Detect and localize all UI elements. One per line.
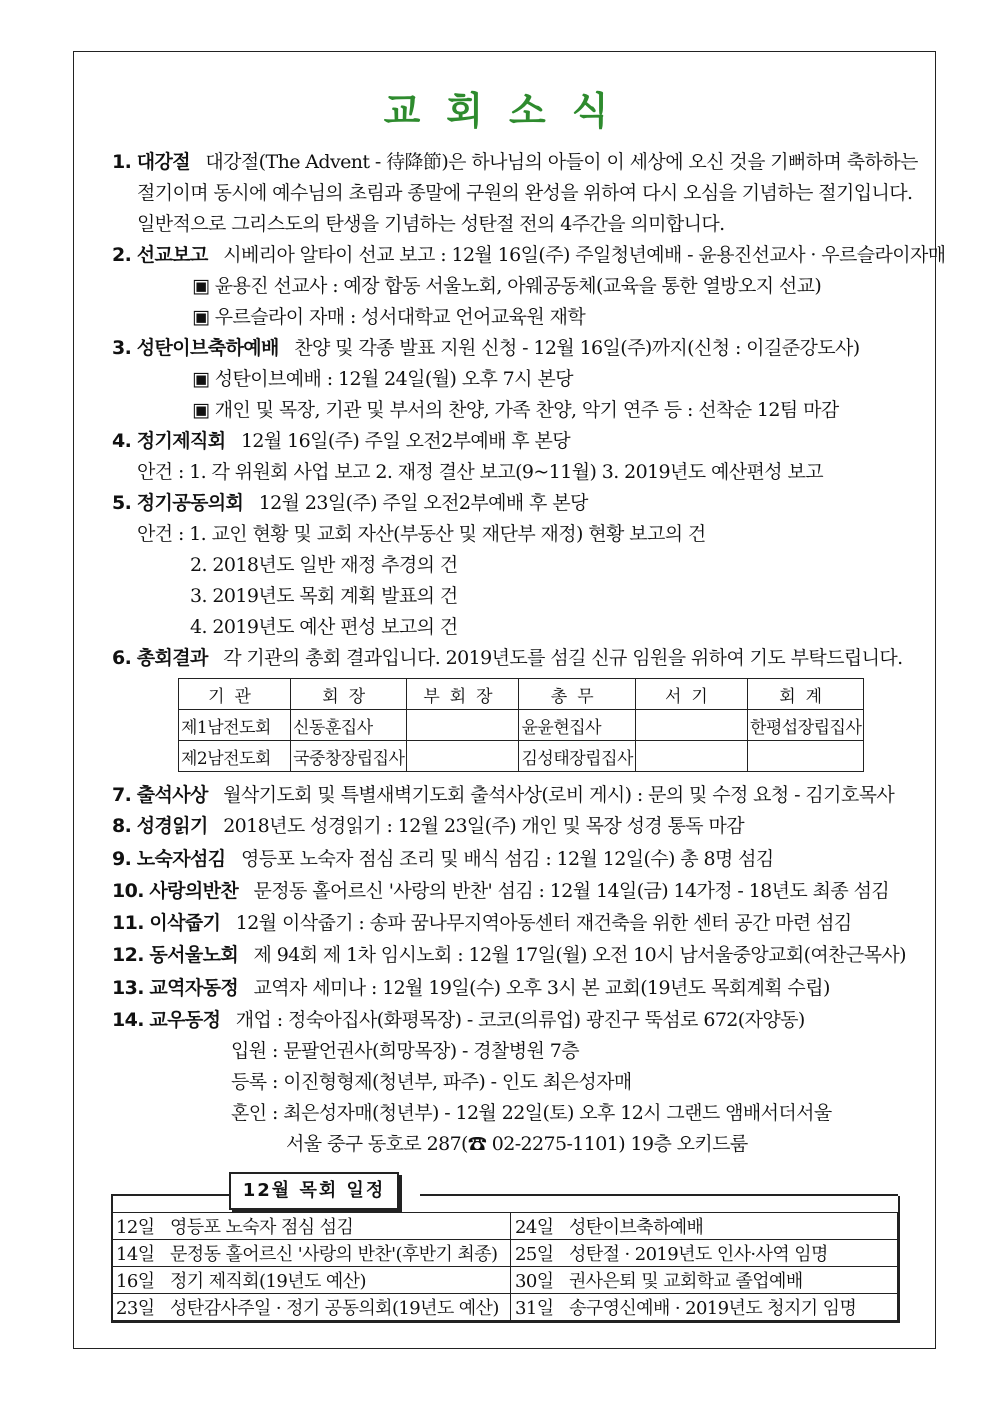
item-text: ▣ 성탄이브예배 : 12월 24일(월) 오후 7시 본당 — [192, 368, 573, 390]
schedule-event: 성탄이브축하예배 — [569, 1217, 704, 1238]
schedule-event: 송구영신예배 · 2019년도 청지기 임명 — [569, 1298, 857, 1319]
item-heading: 총회결과 — [136, 647, 208, 669]
item-text: ▣ 윤용진 선교사 : 예장 합동 서울노회, 아웨공동체(교육을 통한 열방오지 선교) — [192, 275, 822, 297]
table-cell: 김성태장립집사 — [519, 741, 635, 772]
item-9 — [112, 845, 774, 873]
table-cell: 신동훈집사 — [291, 710, 407, 741]
table-cell: 윤윤현집사 — [519, 710, 635, 741]
item-number: 6. — [112, 647, 132, 669]
item-text: 2018년도 성경읽기 : 12월 23일(주) 개인 및 목장 성경 통독 마감 — [223, 815, 744, 837]
item-text: ▣ 우르슬라이 자매 : 성서대학교 언어교육원 재학 — [192, 306, 586, 328]
item-number: 1. — [112, 151, 132, 173]
item-heading: 선교보고 — [136, 244, 208, 266]
item-text: 4. 2019년도 예산 편성 보고의 건 — [190, 616, 458, 638]
item-text: 서울 중구 동호로 287(☎ 02-2275-1101) 19층 오키드룸 — [286, 1133, 748, 1155]
item-heading: 출석사상 — [136, 784, 208, 806]
item-text: 찬양 및 각종 발표 지원 신청 - 12월 16일(주)까지(신청 : 이길준강도사) — [294, 337, 860, 359]
table-header-row — [179, 679, 864, 710]
table-cell: 한평섭장립집사 — [747, 710, 863, 741]
schedule-table — [111, 1212, 898, 1321]
table-row — [179, 741, 864, 772]
item-number: 12. — [112, 944, 144, 966]
table-row — [112, 1267, 898, 1294]
table-cell — [112, 1240, 511, 1267]
item-5 — [112, 489, 588, 517]
table-header-cell: 서기 — [635, 679, 747, 710]
table-row — [112, 1213, 898, 1240]
item-6 — [112, 644, 903, 672]
item-number: 11. — [112, 912, 144, 934]
item-14 — [112, 1006, 805, 1034]
item-number: 10. — [112, 880, 144, 902]
table-header-cell: 부회장 — [407, 679, 519, 710]
page-title: 교회소식 — [383, 89, 635, 133]
table-cell — [112, 1213, 511, 1240]
table-cell — [407, 710, 519, 741]
item-heading: 성탄이브축하예배 — [136, 337, 279, 359]
item-number: 8. — [112, 815, 132, 837]
schedule-day: 25일 — [515, 1244, 554, 1265]
item-heading: 정기제직회 — [136, 430, 226, 452]
item-heading: 대강절 — [136, 151, 190, 173]
item-text: ▣ 개인 및 목장, 기관 및 부서의 찬양, 가족 찬양, 악기 연주 등 : 선착순 12팀 마감 — [192, 399, 839, 421]
item-heading: 동서울노회 — [149, 944, 239, 966]
item-number: 14. — [112, 1009, 144, 1031]
item-text: 혼인 : 최은성자매(청년부) - 12월 22일(토) 오후 12시 그랜드 앰배서더서울 — [231, 1102, 832, 1124]
table-cell — [511, 1213, 898, 1240]
schedule-event: 성탄절 · 2019년도 인사·사역 임명 — [569, 1244, 828, 1265]
item-2 — [112, 241, 946, 269]
table-cell — [747, 741, 863, 772]
item-13 — [112, 974, 830, 1002]
item-4 — [112, 427, 570, 455]
item-text: 절기이며 동시에 예수님의 초림과 종말에 구원의 완성을 위하여 다시 오심을 기념하는 절기입니다. — [137, 182, 913, 204]
table-cell — [635, 741, 747, 772]
item-3 — [112, 334, 860, 362]
table-cell — [407, 741, 519, 772]
item-heading: 이삭줍기 — [149, 912, 221, 934]
item-text: 대강절(The Advent - 待降節)은 하나님의 아들이 이 세상에 오신 것을 기뻐하며 축하하는 — [205, 151, 918, 173]
table-header-cell: 회장 — [291, 679, 407, 710]
item-heading: 교역자동정 — [149, 977, 239, 999]
item-text: 안건 : 1. 각 위원회 사업 보고 2. 재정 결산 보고(9~11월) 3. 2019년도 예산편성 보고 — [137, 461, 823, 483]
item-text: 12월 16일(주) 주일 오전2부예배 후 본당 — [240, 430, 571, 452]
item-text: 입원 : 문팔언권사(희망목장) - 경찰병원 7층 — [231, 1040, 579, 1062]
item-text: 12월 23일(주) 주일 오전2부예배 후 본당 — [258, 492, 588, 514]
item-number: 3. — [112, 337, 132, 359]
table-cell — [112, 1294, 511, 1321]
item-number: 4. — [112, 430, 132, 452]
table-row — [112, 1294, 898, 1321]
item-text: 시베리아 알타이 선교 보고 : 12월 16일(주) 주일청년예배 - 윤용진선교사 · 우르슬라이자매 — [223, 244, 946, 266]
item-heading: 교우동정 — [149, 1009, 221, 1031]
item-10 — [112, 877, 889, 905]
schedule-event: 정기 제직회(19년도 예산) — [170, 1271, 366, 1292]
schedule-day: 16일 — [116, 1271, 155, 1292]
table-cell — [511, 1267, 898, 1294]
item-text: 개업 : 정숙아집사(화평목장) - 코코(의류업) 광진구 뚝섬로 672(자양동) — [235, 1009, 805, 1031]
item-text: 3. 2019년도 목회 계획 발표의 건 — [190, 585, 458, 607]
item-text: 12월 이삭줍기 : 송파 꿈나무지역아동센터 재건축을 위한 센터 공간 마련 섬김 — [235, 912, 852, 934]
item-number: 13. — [112, 977, 144, 999]
item-12 — [112, 941, 906, 969]
item-text: 등록 : 이진형형제(청년부, 파주) - 인도 최은성자매 — [231, 1071, 632, 1093]
table-cell — [112, 1267, 511, 1294]
schedule-day: 31일 — [515, 1298, 554, 1319]
table-cell: 국중창장립집사 — [291, 741, 407, 772]
schedule-event: 문정동 홀어르신 '사랑의 반찬'(후반기 최종) — [170, 1244, 498, 1265]
schedule-event: 성탄감사주일 · 정기 공동의회(19년도 예산) — [170, 1298, 499, 1319]
item-8 — [112, 812, 744, 840]
table-cell: 제2남전도회 — [179, 741, 291, 772]
item-11 — [112, 909, 852, 937]
item-heading: 노숙자섬김 — [136, 848, 226, 870]
item-text: 월삭기도회 및 특별새벽기도회 출석사상(로비 게시) : 문의 및 수정 요청 - 김기호목사 — [223, 784, 895, 806]
schedule-day: 24일 — [515, 1217, 554, 1238]
item-heading: 성경읽기 — [136, 815, 208, 837]
item-1 — [112, 148, 918, 176]
item-number: 2. — [112, 244, 132, 266]
schedule-day: 12일 — [116, 1217, 155, 1238]
table-header-cell: 총무 — [519, 679, 635, 710]
item-heading: 사랑의반찬 — [149, 880, 239, 902]
item-text: 문정동 홀어르신 '사랑의 반찬' 섬김 : 12월 14일(금) 14가정 - 18년도 최종 섬김 — [253, 880, 890, 902]
officers-table — [178, 678, 864, 772]
item-7 — [112, 781, 894, 809]
schedule-day: 30일 — [515, 1271, 554, 1292]
schedule-title: 12월 목회 일정 — [229, 1172, 399, 1210]
item-number: 7. — [112, 784, 132, 806]
item-text: 각 기관의 총회 결과입니다. 2019년도를 섬길 신규 임원을 위하여 기도 부탁드립니다. — [223, 647, 903, 669]
table-cell — [635, 710, 747, 741]
table-cell — [511, 1294, 898, 1321]
item-text: 일반적으로 그리스도의 탄생을 기념하는 성탄절 전의 4주간을 의미합니다. — [137, 213, 725, 235]
schedule-day: 14일 — [116, 1244, 155, 1265]
item-number: 5. — [112, 492, 132, 514]
item-number: 9. — [112, 848, 132, 870]
table-row — [179, 710, 864, 741]
schedule-event: 영등포 노숙자 점심 섬김 — [170, 1217, 354, 1238]
item-text: 영등포 노숙자 점심 조리 및 배식 섬김 : 12월 12일(수) 총 8명 섬김 — [240, 848, 774, 870]
schedule-event: 권사은퇴 및 교회학교 졸업예배 — [569, 1271, 803, 1292]
schedule-day: 23일 — [116, 1298, 155, 1319]
item-text: 안건 : 1. 교인 현황 및 교회 자산(부동산 및 재단부 재정) 현황 보고의 건 — [137, 523, 706, 545]
table-cell: 제1남전도회 — [179, 710, 291, 741]
item-text: 교역자 세미나 : 12월 19일(수) 오후 3시 본 교회(19년도 목회계획 수립) — [253, 977, 830, 999]
table-header-cell: 회계 — [747, 679, 863, 710]
table-cell — [511, 1240, 898, 1267]
item-heading: 정기공동의회 — [136, 492, 244, 514]
item-text: 제 94회 제 1차 임시노회 : 12월 17일(월) 오전 10시 남서울중앙교회(여찬근목사) — [253, 944, 906, 966]
item-text: 2. 2018년도 일반 재정 추경의 건 — [190, 554, 458, 576]
table-row — [112, 1240, 898, 1267]
table-header-cell: 기관 — [179, 679, 291, 710]
